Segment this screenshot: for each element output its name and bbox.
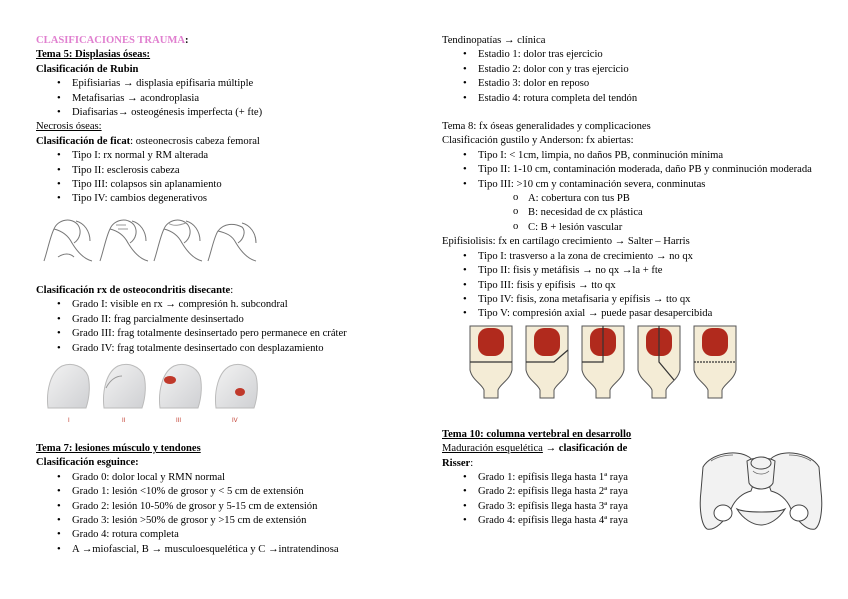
rubin-list xyxy=(36,77,426,120)
list-item: • Tipo II: esclerosis cabeza xyxy=(36,164,426,178)
sub-list-item: o B: necesidad de cx plástica xyxy=(442,206,824,220)
list-item: • Estadio 3: dolor en reposo xyxy=(442,77,824,91)
list-item: • Tipo III: colapsos sin aplanamiento xyxy=(36,178,426,192)
gustilo-list xyxy=(442,149,824,235)
list-item: • Tipo IV: fisis, zona metafisaria y epífisis → tto qx xyxy=(442,293,824,307)
ficat-stage-1 xyxy=(44,220,92,261)
list-item: • Grado IV: frag totalmente desinsertado con desplazamiento xyxy=(36,342,426,356)
rubin-title: Clasificación de Rubin xyxy=(36,63,139,75)
list-item: • Tipo II: fisis y metáfisis → no qx →la + fte xyxy=(442,264,824,278)
left-column xyxy=(36,34,426,557)
list-item: • Grado 2: lesión 10-50% de grosor y 5-15 cm de extensión xyxy=(36,500,426,514)
ficat-stages-figure xyxy=(42,213,262,268)
list-item: • Tipo V: compresión axial → puede pasar desapercibida xyxy=(442,307,824,321)
tema8-heading: Tema 8: fx óseas generalidades y complicaciones xyxy=(442,121,651,133)
list-item: • Tipo III: fisis y epífisis → tto qx xyxy=(442,279,824,293)
epifisiolisis-title: Epifisiolisis: fx en cartílago crecimiento → Salter – Harris xyxy=(442,236,690,248)
list-item: • Tipo I: rx normal y RM alterada xyxy=(36,149,426,163)
sub-list-item: o A: cobertura con tus PB xyxy=(442,192,824,206)
tendinopatias-heading: Tendinopatías → clínica xyxy=(442,35,546,46)
necrosis-heading: Necrosis óseas: xyxy=(36,121,102,133)
list-item: • Grado 3: lesión >50% de grosor y >15 cm de extensión xyxy=(36,514,426,528)
risser-title: Risser: xyxy=(442,457,474,469)
esguince-list xyxy=(36,471,426,557)
salter-harris-list xyxy=(442,250,824,322)
osteocondritis-figure xyxy=(44,362,264,426)
main-title: CLASIFICACIONES TRAUMA: xyxy=(36,35,189,46)
osteocondritis-title: Clasificación rx de osteocondritis disecante: xyxy=(36,284,234,296)
list-item: • Grado 4: rotura completa xyxy=(36,528,426,542)
list-item: • Tipo I: < 1cm, limpia, no daños PB, conminución mínima xyxy=(442,149,824,163)
salter-growth-plate-2 xyxy=(534,328,560,356)
list-item: • Tipo II: 1-10 cm, contaminación moderada, daño PB y conminución moderada xyxy=(442,163,824,177)
sub-list-item: o C: B + lesión vascular xyxy=(442,221,824,235)
list-item: • Grado II: frag parcialmente desinsertado xyxy=(36,313,426,327)
list-item: • Grado 0: dolor local y RMN normal xyxy=(36,471,426,485)
maduracion-line: Maduración esquelética → clasificación de xyxy=(442,443,628,455)
list-item: • Epifisiarias → displasia epifisaria múltiple xyxy=(36,77,426,91)
pelvis-figure xyxy=(697,447,825,539)
list-item: • Grado III: frag totalmente desinsertado pero permanece en cráter xyxy=(36,327,426,341)
list-item: • Grado 2: epífisis llega hasta 2ª raya xyxy=(442,485,824,499)
list-item: • Diafisarias→ osteogénesis imperfecta (+ fte) xyxy=(36,106,426,120)
list-item: • Grado I: visible en rx → compresión h. subcondral xyxy=(36,298,426,312)
tema10-heading: Tema 10: columna vertebral en desarrollo xyxy=(442,428,632,440)
list-item: • Grado 1: epífisis llega hasta 1ª raya xyxy=(442,471,824,485)
tema7-heading: Tema 7: lesiones músculo y tendones xyxy=(36,442,201,454)
tema5-heading: Tema 5: Displasias óseas: xyxy=(36,49,151,61)
list-item: • A →miofascial, B → musculoesquelética y C →intratendinosa xyxy=(36,543,426,557)
osteocondritis-grade-4 xyxy=(216,364,258,408)
list-item: • Grado 3: epífisis llega hasta 3ª raya xyxy=(442,500,824,514)
list-item: • Tipo IV: cambios degenerativos xyxy=(36,192,426,206)
ficat-title: Clasificación de ficat: osteonecrosis cabeza femoral xyxy=(36,135,260,147)
osteocondritis-list xyxy=(36,298,426,356)
osteocondritis-label: IV xyxy=(232,417,238,424)
osteocondritis-grade-3 xyxy=(160,364,202,408)
ficat-stage-4 xyxy=(208,223,256,261)
osteocondritis-grade-1 xyxy=(48,364,90,408)
list-item: • Estadio 4: rotura completa del tendón xyxy=(442,92,824,106)
ficat-stage-2 xyxy=(100,220,148,261)
tendinopatias-list xyxy=(442,48,824,106)
osteocondritis-label: I xyxy=(68,417,70,424)
list-item: • Tipo III: >10 cm y contaminación severa, conminutas xyxy=(442,178,824,192)
osteocondritis-label: III xyxy=(176,417,182,424)
salter-growth-plate-5 xyxy=(702,328,728,356)
list-item: • Metafisarias → acondroplasia xyxy=(36,92,426,106)
ficat-stage-3 xyxy=(154,220,202,261)
list-item: • Grado 4: epífisis llega hasta 4ª raya xyxy=(442,514,824,528)
list-item: • Estadio 1: dolor tras ejercicio xyxy=(442,48,824,62)
list-item: • Estadio 2: dolor con y tras ejercicio xyxy=(442,63,824,77)
list-item: • Grado 1: lesión <10% de grosor y < 5 cm de extensión xyxy=(36,485,426,499)
list-item: • Tipo I: trasverso a la zona de crecimiento → no qx xyxy=(442,250,824,264)
osteocondritis-label: II xyxy=(122,417,126,424)
esguince-title: Clasificación esguince: xyxy=(36,457,139,469)
salter-growth-plate-1 xyxy=(478,328,504,356)
gustilo-title: Clasificación gustilo y Anderson: fx abiertas: xyxy=(442,135,634,147)
salter-harris-figure xyxy=(462,324,762,406)
ficat-list xyxy=(36,149,426,207)
osteocondritis-grade-2 xyxy=(104,364,146,408)
